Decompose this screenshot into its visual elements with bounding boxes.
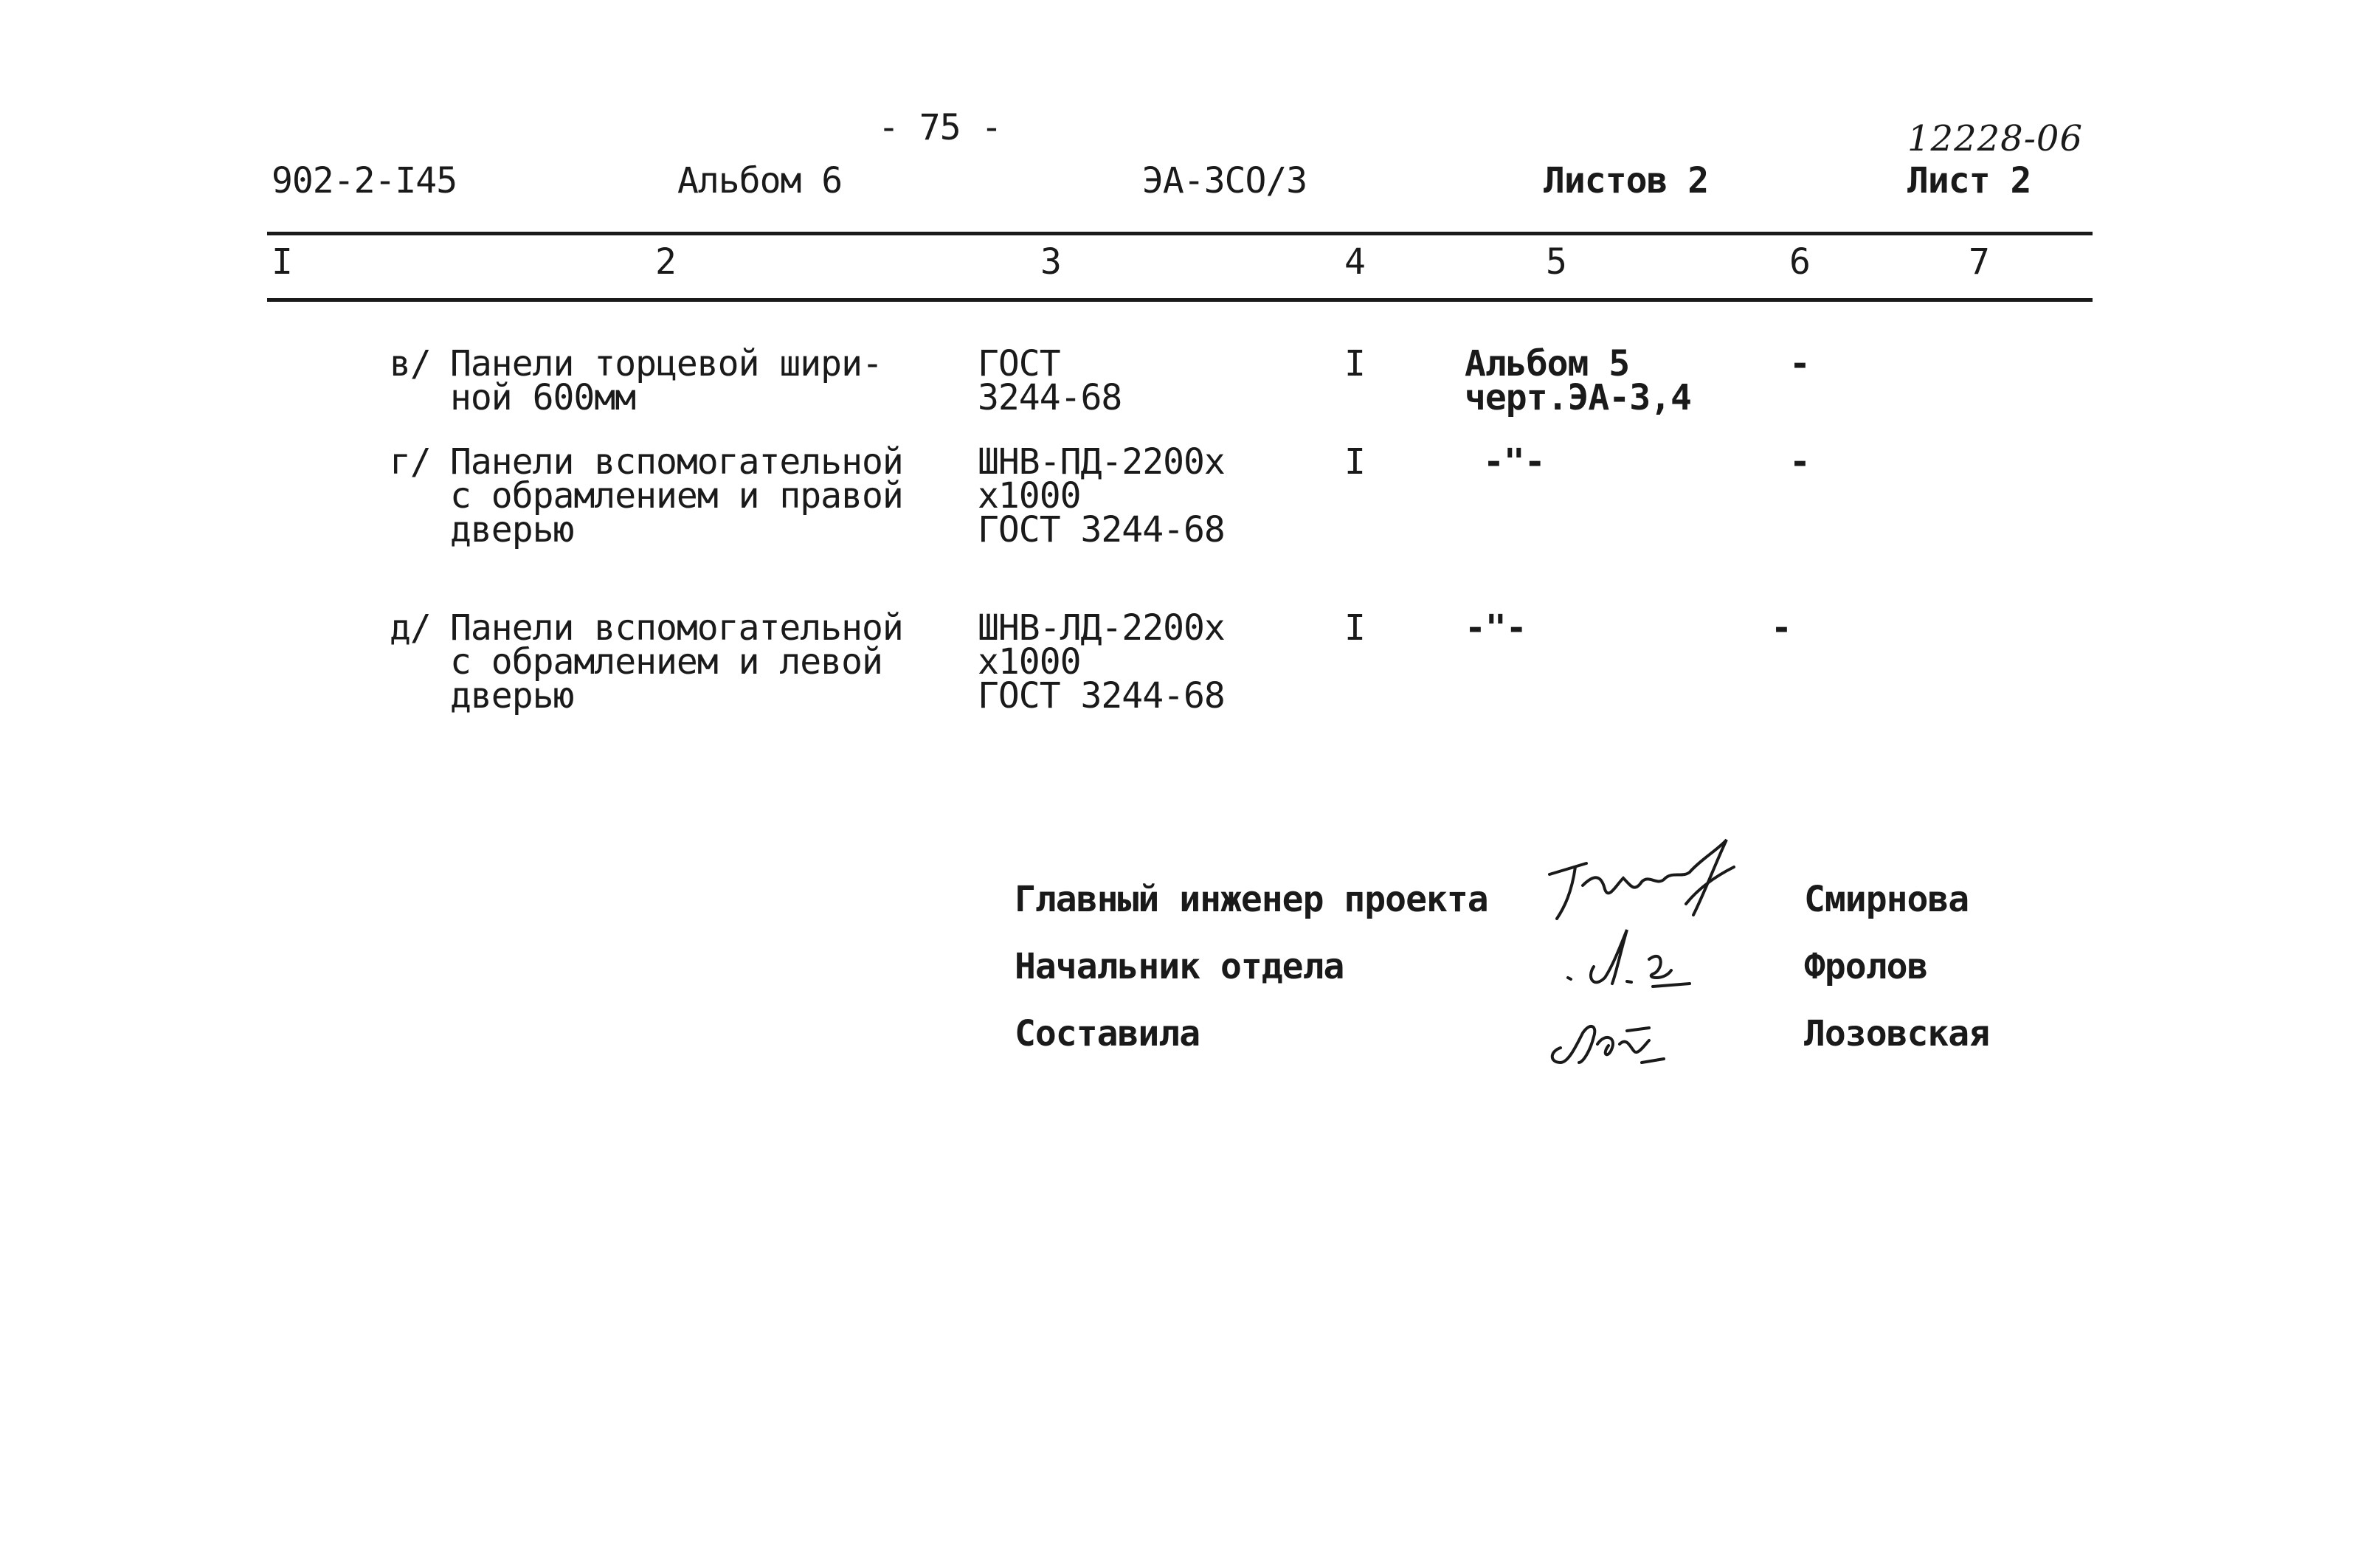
row-reference: Альбом 5 черт.ЭА-3,4 bbox=[1465, 343, 1691, 418]
column-header-4: 4 bbox=[1344, 241, 1365, 283]
column-header-3: 3 bbox=[1040, 241, 1061, 283]
handwritten-signature-3 bbox=[1538, 992, 1686, 1074]
signature-name-chief-engineer: Смирнова bbox=[1804, 879, 1969, 920]
column-header-2: 2 bbox=[655, 241, 676, 283]
handwritten-signature-2 bbox=[1561, 919, 1708, 1000]
row-quantity: I bbox=[1344, 343, 1365, 384]
row-marker: д/ bbox=[390, 607, 431, 649]
page-number: - 75 - bbox=[878, 107, 1002, 148]
signature-role-chief-engineer: Главный инженер проекта bbox=[1015, 879, 1488, 920]
column-header-6: 6 bbox=[1789, 241, 1810, 283]
drawing-code: ЭА-3СО/3 bbox=[1142, 160, 1307, 201]
row-designation: ГОСТ 3244-68 bbox=[978, 343, 1122, 418]
row-name: Панели вспомогательной с обрамлением и левой дверью bbox=[450, 607, 903, 716]
signature-name-compiler: Лозовская bbox=[1804, 1013, 1990, 1054]
table-top-rule bbox=[267, 232, 2093, 235]
row-name: Панели вспомогательной с обрамлением и правой дверью bbox=[450, 441, 903, 550]
handwritten-inventory-number: 12228-06 bbox=[1907, 118, 2083, 159]
row-designation: ШНВ-ЛД-2200х х1000 ГОСТ 3244-68 bbox=[978, 607, 1225, 716]
row-name: Панели торцевой шири- ной 600мм bbox=[450, 343, 882, 418]
signature-role-department-head: Начальник отдела bbox=[1015, 946, 1344, 987]
album-label: Альбом 6 bbox=[677, 160, 843, 201]
column-header-1: I bbox=[272, 241, 292, 283]
signature-name-department-head: Фролов bbox=[1804, 946, 1928, 987]
row-reference: -"- bbox=[1483, 441, 1545, 483]
row-reference: -"- bbox=[1465, 607, 1527, 649]
handwritten-signature-1 bbox=[1542, 834, 1778, 930]
row-marker: г/ bbox=[390, 441, 431, 483]
sheet-number: Лист 2 bbox=[1907, 160, 2031, 201]
row-marker: в/ bbox=[390, 343, 431, 384]
row-note: - bbox=[1789, 343, 1810, 384]
row-note: - bbox=[1771, 607, 1791, 649]
row-quantity: I bbox=[1344, 607, 1365, 649]
row-quantity: I bbox=[1344, 441, 1365, 483]
sheets-total: Листов 2 bbox=[1544, 160, 1709, 201]
row-note: - bbox=[1789, 441, 1810, 483]
row-designation: ШНВ-ПД-2200х х1000 ГОСТ 3244-68 bbox=[978, 441, 1225, 550]
column-header-7: 7 bbox=[1969, 241, 1989, 283]
signature-role-compiler: Составила bbox=[1015, 1013, 1200, 1054]
table-header-bottom-rule bbox=[267, 298, 2093, 302]
project-code: 902-2-I45 bbox=[272, 160, 457, 201]
column-header-5: 5 bbox=[1546, 241, 1566, 283]
